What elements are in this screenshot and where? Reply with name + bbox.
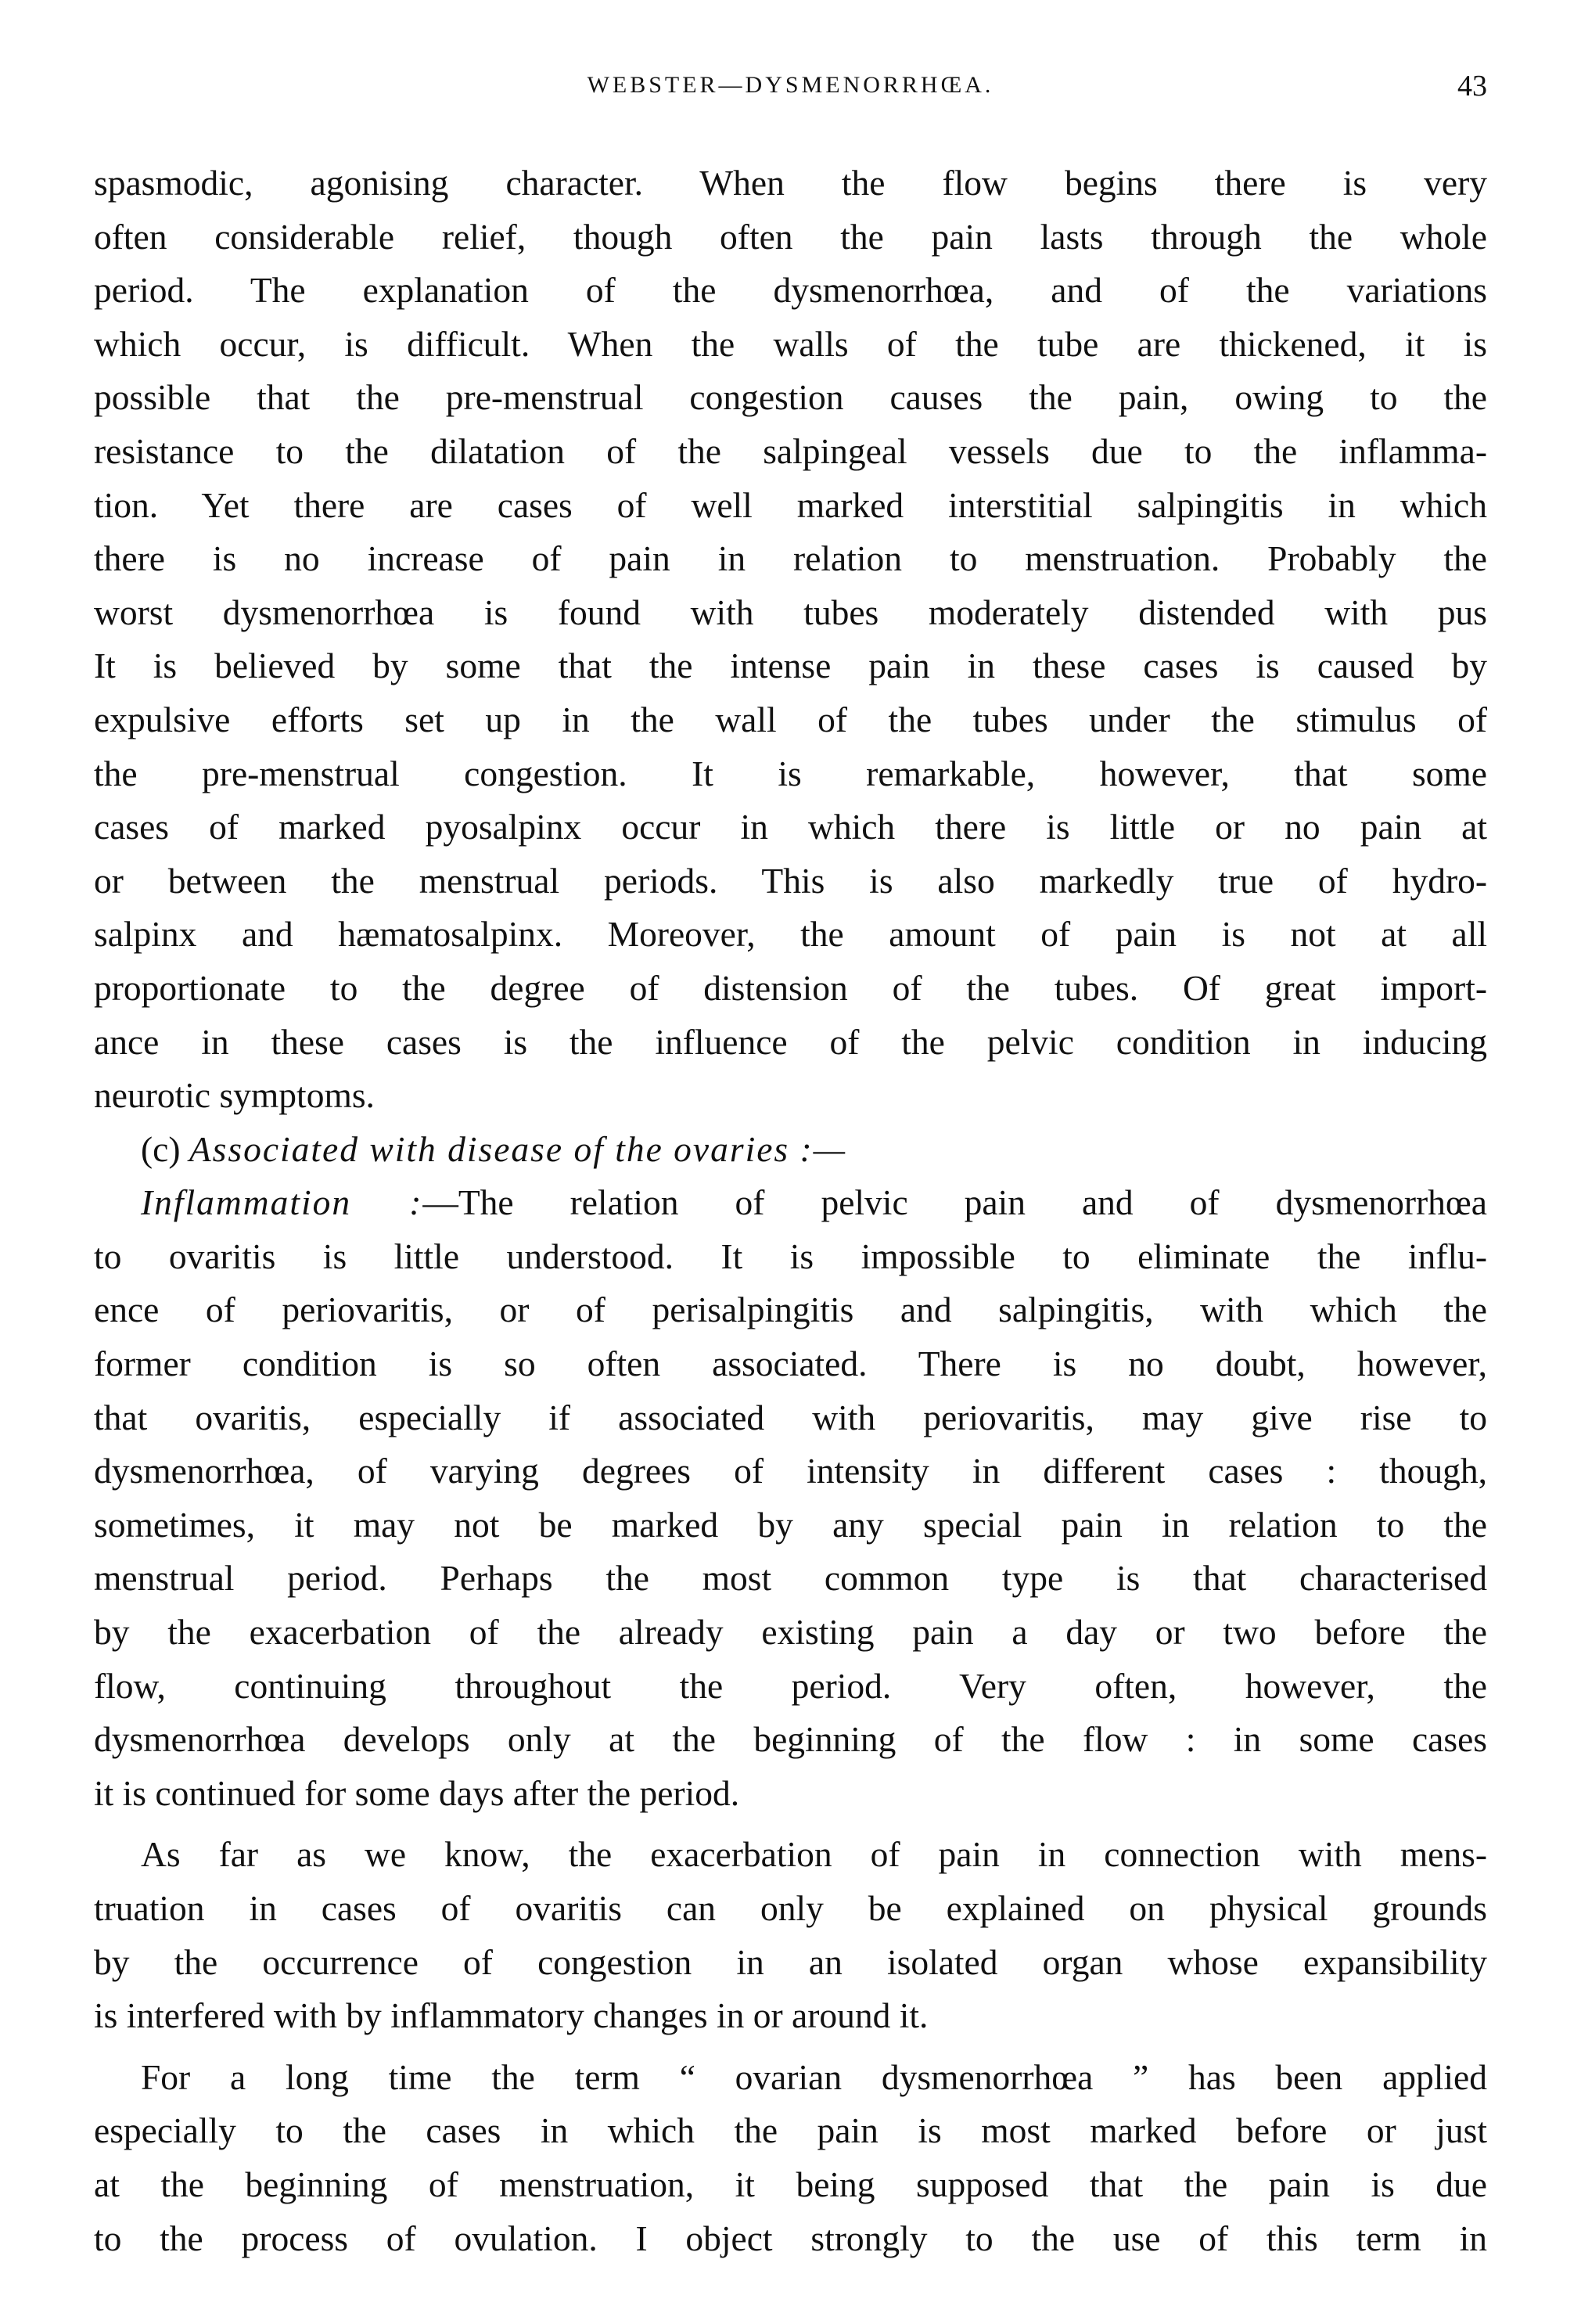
text-line: cases of marked pyosalpinx occur in which there is little or no pain at bbox=[94, 807, 1487, 847]
text-line: menstrual period. Perhaps the most common type is that characterised bbox=[94, 1558, 1487, 1599]
text-line: proportionate to the degree of distension of the tubes. Of great import- bbox=[94, 967, 1487, 1008]
text-line: tion. Yet there are cases of well marked interstitial salpingitis in which bbox=[94, 484, 1487, 525]
text-line: at the beginning of menstruation, it being supposed that the pain is due bbox=[94, 2164, 1487, 2204]
body-text bbox=[94, 156, 1487, 2265]
text-run: —The relation of pelvic pain and of dysmenorrhœa bbox=[422, 1182, 1487, 1223]
text-line: dysmenorrhœa, of varying degrees of intensity in different cases : though, bbox=[94, 1451, 1487, 1491]
page-number: 43 bbox=[1457, 70, 1487, 103]
text-line: or between the menstrual periods. This is also markedly true of hydro- bbox=[94, 860, 1487, 901]
text-line: salpinx and hæmatosalpinx. Moreover, the amount of pain is not at all bbox=[94, 914, 1487, 955]
text-line bbox=[94, 1176, 1487, 1230]
text-line: former condition is so often associated. There is no doubt, however, bbox=[94, 1344, 1487, 1384]
text-line: ance in these cases is the influence of the pelvic condition in inducing bbox=[94, 1021, 1487, 1062]
text-line: As far as we know, the exacerbation of pain in connection with mens- bbox=[141, 1834, 1487, 1875]
paragraph-3 bbox=[94, 1828, 1487, 2042]
run-in-heading: Inflammation : bbox=[141, 1182, 423, 1223]
paragraph-4 bbox=[94, 2051, 1487, 2265]
text-line: is interfered with by inflammatory changes in or around it. bbox=[94, 1995, 929, 2036]
section-title: Associated with disease of the ovaries :— bbox=[189, 1128, 847, 1169]
text-line: flow, continuing throughout the period. Very often, however, the bbox=[94, 1665, 1487, 1706]
text-line: ence of periovaritis, or of perisalpingitis and salpingitis, with which the bbox=[94, 1290, 1487, 1330]
text-line: there is no increase of pain in relation to menstruation. Probably the bbox=[94, 538, 1487, 579]
running-head bbox=[94, 72, 1487, 111]
text-line: sometimes, it may not be marked by any special pain in relation to the bbox=[94, 1504, 1487, 1545]
text-line: possible that the pre-menstrual congestion causes the pain, owing to the bbox=[94, 377, 1487, 418]
text-line: dysmenorrhœa develops only at the beginning of the flow : in some cases bbox=[94, 1719, 1487, 1760]
text-line: often considerable relief, though often the pain lasts through the whole bbox=[94, 216, 1487, 257]
text-line: to the process of ovulation. I object strongly to the use of this term in bbox=[94, 2218, 1487, 2258]
paragraph-2 bbox=[94, 1176, 1487, 1820]
text-line: resistance to the dilatation of the salpingeal vessels due to the inflamma- bbox=[94, 430, 1487, 471]
text-line: period. The explanation of the dysmenorrhœa, and of the variations bbox=[94, 270, 1487, 311]
section-heading bbox=[94, 1123, 1487, 1177]
paragraph-gap bbox=[94, 2043, 1487, 2051]
text-line: spasmodic, agonising character. When the flow begins there is very bbox=[94, 163, 1487, 203]
text-line: worst dysmenorrhœa is found with tubes moderately distended with pus bbox=[94, 592, 1487, 632]
running-title: WEBSTER—DYSMENORRHŒA. bbox=[587, 72, 994, 98]
text-line: that ovaritis, especially if associated with periovaritis, may give rise to bbox=[94, 1397, 1487, 1437]
text-line: by the exacerbation of the already existing pain a day or two before the bbox=[94, 1612, 1487, 1653]
section-label: (c) bbox=[141, 1128, 181, 1169]
text-line: neurotic symptoms. bbox=[94, 1075, 375, 1116]
text-line: especially to the cases in which the pain is most marked before or just bbox=[94, 2110, 1487, 2151]
text-line: the pre-menstrual congestion. It is remarkable, however, that some bbox=[94, 753, 1487, 793]
paragraph-1 bbox=[94, 156, 1487, 1123]
text-line: For a long time the term “ ovarian dysmenorrhœa ” has been applied bbox=[141, 2056, 1487, 2097]
text-line: which occur, is difficult. When the walls of the tube are thickened, it is bbox=[94, 323, 1487, 364]
text-line: by the occurrence of congestion in an isolated organ whose expansibility bbox=[94, 1941, 1487, 1982]
text-line: It is believed by some that the intense pain in these cases is caused by bbox=[94, 646, 1487, 686]
text-line: it is continued for some days after the period. bbox=[94, 1772, 740, 1813]
text-line: expulsive efforts set up in the wall of the tubes under the stimulus of bbox=[94, 699, 1487, 739]
text-line: to ovaritis is little understood. It is impossible to eliminate the influ- bbox=[94, 1236, 1487, 1276]
text-line: truation in cases of ovaritis can only be explained on physical grounds bbox=[94, 1888, 1487, 1928]
paragraph-gap bbox=[94, 1820, 1487, 1828]
